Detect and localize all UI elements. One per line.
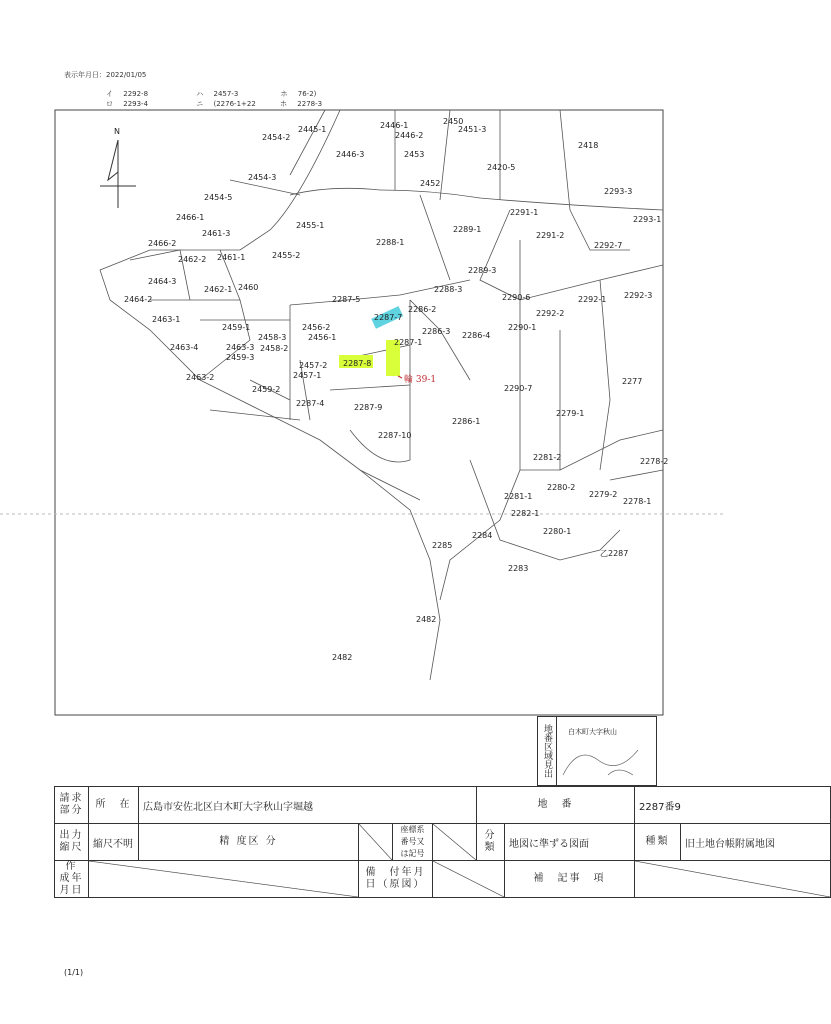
lot-label: 2289-1 xyxy=(453,225,482,234)
lot-label: 2287-8 xyxy=(343,359,372,368)
lot-label: 2278-1 xyxy=(623,497,652,506)
remarks-date-empty xyxy=(433,861,505,898)
lot-label: 2451-3 xyxy=(458,125,487,134)
lot-label: 2453 xyxy=(404,150,425,159)
lot-label: 2282-1 xyxy=(511,509,540,518)
lot-label: 2287-5 xyxy=(332,295,361,304)
lot-label: 2459-2 xyxy=(252,385,281,394)
lot-label: 2452 xyxy=(420,179,441,188)
lot-label: 2466-1 xyxy=(176,213,205,222)
north-arrow-icon xyxy=(100,127,136,208)
lot-label: 2459-1 xyxy=(222,323,251,332)
lot-label: 2283 xyxy=(508,564,529,573)
precision-label: 精 度区 分 xyxy=(139,824,359,861)
lot-label: 2289-3 xyxy=(468,266,497,275)
lot-label: 2457-2 xyxy=(299,361,328,370)
lot-label: 2290-7 xyxy=(504,384,533,393)
coord-label: 座標系番号又は記号 xyxy=(393,824,433,861)
precision-empty xyxy=(359,824,393,861)
lot-label: 2455-1 xyxy=(296,221,325,230)
lot-label: 2281-1 xyxy=(504,492,533,501)
lot-label: 2462-2 xyxy=(178,255,207,264)
parcel-boundaries xyxy=(100,110,663,680)
lot-label: 2462-1 xyxy=(204,285,233,294)
lot-label: 2458-2 xyxy=(260,344,289,353)
lot-label: 2286-3 xyxy=(422,327,451,336)
lot-label: 2292-3 xyxy=(624,291,653,300)
lot-label: 2446-3 xyxy=(336,150,365,159)
lot-label: 2446-2 xyxy=(395,131,424,140)
lot-label: 2464-3 xyxy=(148,277,177,286)
scale-value: 縮尺不明 xyxy=(89,824,139,861)
legend-key: イ xyxy=(106,90,113,98)
lot-label: 2285 xyxy=(432,541,453,550)
lot-label: 2286-2 xyxy=(408,305,437,314)
legend-value: 2292-8 xyxy=(123,90,149,98)
lot-label: 2286-1 xyxy=(452,417,481,426)
lot-value: 2287番9 xyxy=(635,787,831,824)
legend-key: ハ xyxy=(196,90,204,98)
lot-label: 2456-2 xyxy=(302,323,331,332)
lot-label: 2463-4 xyxy=(170,343,199,352)
lot-label: 2458-3 xyxy=(258,333,287,342)
lot-label: 2292-2 xyxy=(536,309,565,318)
location-value: 広島市安佐北区白木町大字秋山字堀越 xyxy=(139,787,477,824)
lot-label: 2293-3 xyxy=(604,187,633,196)
lot-label: 2464-2 xyxy=(124,295,153,304)
lot-label: 2287-10 xyxy=(378,431,412,440)
lot-label: 2290-1 xyxy=(508,323,537,332)
lot-label: 乙2287 xyxy=(600,549,629,558)
coord-empty xyxy=(433,824,477,861)
lot-label: 2457-1 xyxy=(293,371,322,380)
classification-label: 分類 xyxy=(477,824,505,861)
lot-label: 2287-7 xyxy=(374,313,403,322)
lot-label: 地 番 xyxy=(477,787,635,824)
area-inset-map xyxy=(537,716,657,786)
legend-value: 2293-4 xyxy=(123,100,149,108)
lot-label: 2278-2 xyxy=(640,457,669,466)
lot-label: 2280-1 xyxy=(543,527,572,536)
lot-label: 2286-4 xyxy=(462,331,491,340)
request-part-label: 請求部分 xyxy=(55,787,89,824)
lot-label: 2482 xyxy=(416,615,437,624)
lot-label: 2454-3 xyxy=(248,173,277,182)
lot-label: 2291-1 xyxy=(510,208,539,217)
legend-value: (2276-1+22 xyxy=(213,100,256,108)
lot-label: 2293-1 xyxy=(633,215,662,224)
classification-value: 地図に準ずる図面 xyxy=(505,824,635,861)
lot-labels xyxy=(124,117,668,662)
legend-value: 2457-3 xyxy=(213,90,239,98)
lot-label: 2287-9 xyxy=(354,403,383,412)
lot-label: 2292-1 xyxy=(578,295,607,304)
page-indicator: (1/1) xyxy=(64,968,84,977)
notes-label: 補 記事 項 xyxy=(505,861,635,898)
type-value: 旧土地台帳附属地図 xyxy=(681,824,831,861)
created-empty xyxy=(89,861,359,898)
handwritten-annotation: 輪 39-1 xyxy=(404,375,437,385)
legend-value: 76-2) xyxy=(297,90,317,98)
lot-label: 2455-2 xyxy=(272,251,301,260)
lot-label: 2279-2 xyxy=(589,490,618,499)
legend-key: ロ xyxy=(106,100,113,108)
type-label: 種類 xyxy=(635,824,681,861)
lot-label: 2461-3 xyxy=(202,229,231,238)
notes-empty xyxy=(635,861,831,898)
lot-label: 2288-1 xyxy=(376,238,405,247)
lot-label: 2292-7 xyxy=(594,241,623,250)
lot-label: 2454-2 xyxy=(262,133,291,142)
lot-label: 2461-1 xyxy=(217,253,246,262)
output-scale-label: 出力縮尺 xyxy=(55,824,89,861)
inset-sketch xyxy=(558,735,654,783)
lot-label: 2460 xyxy=(238,283,259,292)
legend-value: 2278-3 xyxy=(297,100,323,108)
lot-label: 2279-1 xyxy=(556,409,585,418)
created-label: 作 成年月日 xyxy=(55,861,89,898)
lot-label: 2277 xyxy=(622,377,643,386)
lot-label: 2459-3 xyxy=(226,353,255,362)
lot-label: 2446-1 xyxy=(380,121,409,130)
lot-label: 2290-6 xyxy=(502,293,531,302)
lot-label: 2287-4 xyxy=(296,399,325,408)
lot-label: 2466-2 xyxy=(148,239,177,248)
lot-label: 2288-3 xyxy=(434,285,463,294)
location-label: 所 在 xyxy=(89,787,139,824)
svg-text:N: N xyxy=(114,127,120,136)
lot-label: 2454-5 xyxy=(204,193,233,202)
display-date: 表示年月日：2022/01/05 xyxy=(64,71,147,79)
lot-label: 2420-5 xyxy=(487,163,516,172)
lot-label: 2450 xyxy=(443,117,464,126)
legend-key: ホ xyxy=(280,90,288,98)
inset-area-name: 白木町大字秋山 xyxy=(568,728,617,736)
remarks-date-label: 備 付年月日（原図） xyxy=(359,861,433,898)
lot-label: 2445-1 xyxy=(298,125,327,134)
request-form-table xyxy=(54,786,831,898)
lot-label: 2280-2 xyxy=(547,483,576,492)
legend-key: ニ xyxy=(196,100,204,108)
lot-label: 2463-1 xyxy=(152,315,181,324)
lot-label: 2463-2 xyxy=(186,373,215,382)
inset-title: 地番区域見出 xyxy=(538,717,557,785)
lot-label: 2287-1 xyxy=(394,338,423,347)
lot-label: 2291-2 xyxy=(536,231,565,240)
legend-key: ホ xyxy=(280,100,288,108)
lot-label: 2418 xyxy=(578,141,599,150)
lot-label: 2284 xyxy=(472,531,493,540)
lot-label: 2281-2 xyxy=(533,453,562,462)
lot-label: 2482 xyxy=(332,653,353,662)
lot-label: 2463-3 xyxy=(226,343,255,352)
lot-label: 2456-1 xyxy=(308,333,337,342)
